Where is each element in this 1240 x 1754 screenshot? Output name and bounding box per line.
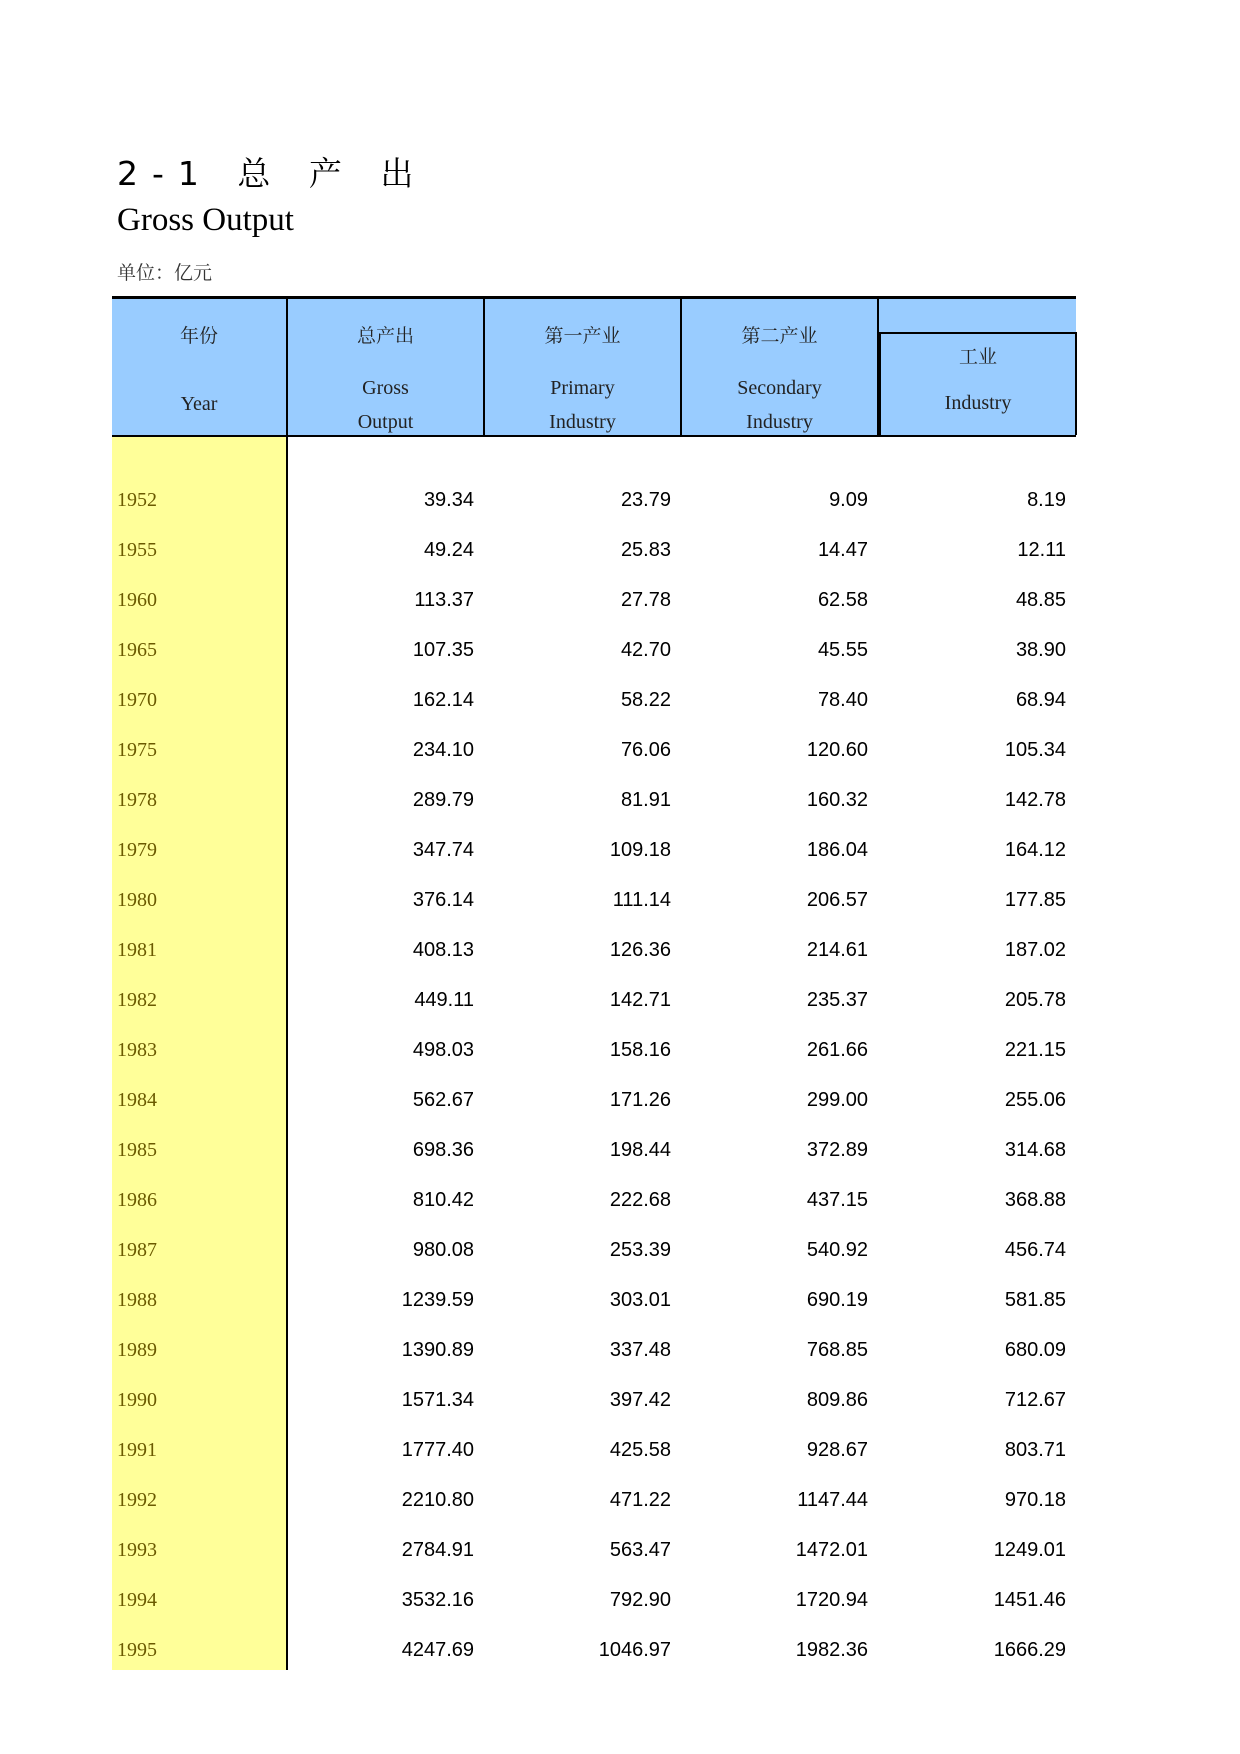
table-row (112, 1520, 1076, 1570)
industry-cell: 205.78 (1004, 988, 1066, 1011)
primary-industry-cell: 337.48 (609, 1338, 671, 1361)
header-secondary-industry-en-line1: Secondary (737, 377, 822, 399)
gross-output-cell: 3532.16 (401, 1588, 474, 1611)
secondary-industry-cell: 1982.36 (795, 1638, 868, 1661)
header-primary-industry-cn: 第一产业 (544, 325, 621, 347)
table-row (112, 920, 1076, 970)
gross-output-cell: 449.11 (414, 988, 474, 1011)
gross-output-cell: 347.74 (412, 838, 474, 861)
table-row (112, 1220, 1076, 1270)
header-gross-output-en-line1: Gross (362, 377, 409, 399)
year-cell: 1960 (112, 570, 287, 620)
header-industry-subbox (879, 332, 1077, 435)
primary-industry-cell: 253.39 (609, 1238, 671, 1261)
page-title-cn: 2-1 总 产 出 (117, 154, 428, 193)
industry-cell: 12.11 (1017, 538, 1066, 561)
table-row (112, 1420, 1076, 1470)
primary-industry-cell: 158.16 (609, 1038, 671, 1061)
table-row (112, 870, 1076, 920)
industry-cell: 187.02 (1004, 938, 1066, 961)
gross-output-cell: 289.79 (412, 788, 474, 811)
spacer-cell (484, 436, 681, 470)
gross-output-cell: 408.13 (412, 938, 474, 961)
spacer-cell (878, 436, 1076, 470)
header-industry-cn: 工业 (958, 346, 997, 368)
secondary-industry-cell: 928.67 (806, 1438, 868, 1461)
year-cell: 1970 (112, 670, 287, 720)
gross-output-cell: 162.14 (412, 688, 474, 711)
table-row (112, 1020, 1076, 1070)
header-industry-en: Industry (944, 392, 1012, 414)
year-cell: 1990 (112, 1370, 287, 1420)
industry-cell: 1451.46 (993, 1588, 1066, 1611)
gross-output-cell: 113.37 (414, 588, 474, 611)
secondary-industry-cell: 78.40 (817, 688, 868, 711)
year-cell: 1984 (112, 1070, 287, 1120)
table-row (112, 1070, 1076, 1120)
gross-output-cell: 1390.89 (401, 1338, 474, 1361)
header-primary-industry-en-line2: Industry (549, 411, 616, 433)
year-cell: 1991 (112, 1420, 287, 1470)
secondary-industry-cell: 768.85 (806, 1338, 868, 1361)
header-secondary-industry-en (682, 371, 877, 439)
primary-industry-cell: 471.22 (609, 1488, 671, 1511)
industry-cell: 164.12 (1004, 838, 1066, 861)
secondary-industry-cell: 437.15 (806, 1188, 868, 1211)
year-cell: 1988 (112, 1270, 287, 1320)
secondary-industry-cell: 690.19 (806, 1288, 868, 1311)
table-row (112, 1370, 1076, 1420)
year-cell: 1986 (112, 1170, 287, 1220)
table-row (112, 1470, 1076, 1520)
gross-output-cell: 1777.40 (401, 1438, 474, 1461)
table-row (112, 770, 1076, 820)
year-cell: 1965 (112, 620, 287, 670)
industry-cell: 581.85 (1004, 1288, 1066, 1311)
industry-cell: 177.85 (1004, 888, 1066, 911)
secondary-industry-cell: 809.86 (806, 1388, 868, 1411)
industry-cell: 456.74 (1004, 1238, 1066, 1261)
primary-industry-cell: 58.22 (620, 688, 671, 711)
industry-cell: 368.88 (1004, 1188, 1066, 1211)
secondary-industry-cell: 14.47 (817, 538, 868, 561)
primary-industry-cell: 171.26 (609, 1088, 671, 1111)
primary-industry-cell: 27.78 (620, 588, 671, 611)
secondary-industry-cell: 1720.94 (795, 1588, 868, 1611)
gross-output-cell: 980.08 (412, 1238, 474, 1261)
industry-cell: 38.90 (1015, 638, 1066, 661)
secondary-industry-cell: 299.00 (806, 1088, 868, 1111)
header-gross-output (287, 298, 484, 437)
header-industry (878, 298, 1076, 437)
gross-output-cell: 698.36 (412, 1138, 474, 1161)
table-row (112, 720, 1076, 770)
gross-output-cell: 2784.91 (401, 1538, 474, 1561)
secondary-industry-cell: 214.61 (806, 938, 868, 961)
header-year-cn: 年份 (179, 325, 218, 347)
table-row (112, 570, 1076, 620)
header-year-en: Year (180, 393, 218, 415)
header-gross-output-cn: 总产出 (356, 325, 414, 347)
industry-cell: 712.67 (1004, 1388, 1066, 1411)
gross-output-cell: 498.03 (412, 1038, 474, 1061)
secondary-industry-cell: 1147.44 (797, 1488, 868, 1511)
secondary-industry-cell: 9.09 (829, 488, 868, 511)
primary-industry-cell: 303.01 (609, 1288, 671, 1311)
secondary-industry-cell: 261.66 (806, 1038, 868, 1061)
primary-industry-cell: 792.90 (609, 1588, 671, 1611)
year-cell: 1981 (112, 920, 287, 970)
secondary-industry-cell: 62.58 (817, 588, 868, 611)
primary-industry-cell: 25.83 (620, 538, 671, 561)
secondary-industry-cell: 120.60 (806, 738, 868, 761)
primary-industry-cell: 81.91 (620, 788, 671, 811)
primary-industry-cell: 425.58 (609, 1438, 671, 1461)
header-secondary-industry-cn: 第二产业 (741, 325, 818, 347)
year-cell: 1987 (112, 1220, 287, 1270)
year-cell: 1980 (112, 870, 287, 920)
header-gross-output-en-line2: Output (357, 411, 414, 433)
table-row (112, 1570, 1076, 1620)
table-row (112, 970, 1076, 1020)
primary-industry-cell: 111.14 (612, 888, 671, 911)
year-cell: 1983 (112, 1020, 287, 1070)
header-secondary-industry (681, 298, 878, 437)
table-row (112, 1270, 1076, 1320)
gross-output-cell: 107.35 (412, 638, 474, 661)
year-cell: 1952 (112, 470, 287, 520)
secondary-industry-cell: 206.57 (806, 888, 868, 911)
table-row (112, 1120, 1076, 1170)
table-row (112, 1320, 1076, 1370)
industry-cell: 803.71 (1004, 1438, 1066, 1461)
year-cell: 1955 (112, 520, 287, 570)
primary-industry-cell: 23.79 (620, 488, 671, 511)
year-cell: 1982 (112, 970, 287, 1020)
year-cell: 1992 (112, 1470, 287, 1520)
year-cell: 1985 (112, 1120, 287, 1170)
primary-industry-cell: 42.70 (620, 638, 671, 661)
secondary-industry-cell: 45.55 (817, 638, 868, 661)
gross-output-cell: 376.14 (412, 888, 474, 911)
industry-cell: 142.78 (1004, 788, 1066, 811)
industry-cell: 680.09 (1004, 1338, 1066, 1361)
gross-output-cell: 1239.59 (401, 1288, 474, 1311)
gross-output-cell: 4247.69 (401, 1638, 474, 1661)
header-primary-industry-en (485, 371, 680, 439)
gross-output-cell: 39.34 (423, 488, 474, 511)
primary-industry-cell: 397.42 (609, 1388, 671, 1411)
industry-cell: 1666.29 (993, 1638, 1066, 1661)
year-cell: 1989 (112, 1320, 287, 1370)
gross-output-cell: 810.42 (412, 1188, 474, 1211)
header-primary-industry (484, 298, 681, 437)
year-cell: 1993 (112, 1520, 287, 1570)
industry-cell: 221.15 (1004, 1038, 1066, 1061)
gross-output-table-wrapper (112, 296, 1076, 1670)
gross-output-table (112, 296, 1076, 1670)
secondary-industry-cell: 372.89 (806, 1138, 868, 1161)
header-secondary-industry-en-line2: Industry (746, 411, 813, 433)
table-row (112, 520, 1076, 570)
year-cell: 1995 (112, 1620, 287, 1670)
year-cell: 1978 (112, 770, 287, 820)
secondary-industry-cell: 186.04 (806, 838, 868, 861)
table-row (112, 470, 1076, 520)
industry-cell: 970.18 (1004, 1488, 1066, 1511)
gross-output-cell: 2210.80 (401, 1488, 474, 1511)
year-cell: 1979 (112, 820, 287, 870)
secondary-industry-cell: 540.92 (806, 1238, 868, 1261)
year-cell: 1994 (112, 1570, 287, 1620)
primary-industry-cell: 1046.97 (598, 1638, 671, 1661)
header-year (112, 298, 287, 437)
year-cell: 1975 (112, 720, 287, 770)
primary-industry-cell: 222.68 (609, 1188, 671, 1211)
industry-cell: 8.19 (1027, 488, 1066, 511)
primary-industry-cell: 563.47 (609, 1538, 671, 1561)
primary-industry-cell: 142.71 (609, 988, 671, 1011)
industry-cell: 105.34 (1004, 738, 1066, 761)
spacer-cell (287, 436, 484, 470)
table-row (112, 1620, 1076, 1670)
secondary-industry-cell: 1472.01 (795, 1538, 868, 1561)
spacer-cell (681, 436, 878, 470)
industry-cell: 255.06 (1004, 1088, 1066, 1111)
industry-cell: 314.68 (1004, 1138, 1066, 1161)
unit-label: 单位：亿元 (117, 262, 213, 284)
header-gross-output-en (288, 371, 483, 439)
table-spacer-row (112, 436, 1076, 470)
spacer-year-cell (112, 436, 287, 470)
industry-cell: 1249.01 (993, 1538, 1066, 1561)
primary-industry-cell: 109.18 (609, 838, 671, 861)
secondary-industry-cell: 160.32 (806, 788, 868, 811)
gross-output-cell: 234.10 (412, 738, 474, 761)
page-title-en: Gross Output (117, 202, 294, 238)
gross-output-cell: 49.24 (423, 538, 474, 561)
table-row (112, 1170, 1076, 1220)
table-row (112, 670, 1076, 720)
gross-output-cell: 562.67 (412, 1088, 474, 1111)
primary-industry-cell: 76.06 (620, 738, 671, 761)
industry-cell: 68.94 (1015, 688, 1066, 711)
gross-output-cell: 1571.34 (401, 1388, 474, 1411)
secondary-industry-cell: 235.37 (806, 988, 868, 1011)
header-primary-industry-en-line1: Primary (550, 377, 615, 399)
table-row (112, 820, 1076, 870)
primary-industry-cell: 198.44 (609, 1138, 671, 1161)
table-row (112, 620, 1076, 670)
industry-cell: 48.85 (1015, 588, 1066, 611)
table-body (112, 436, 1076, 1670)
header-row (112, 298, 1076, 437)
primary-industry-cell: 126.36 (609, 938, 671, 961)
